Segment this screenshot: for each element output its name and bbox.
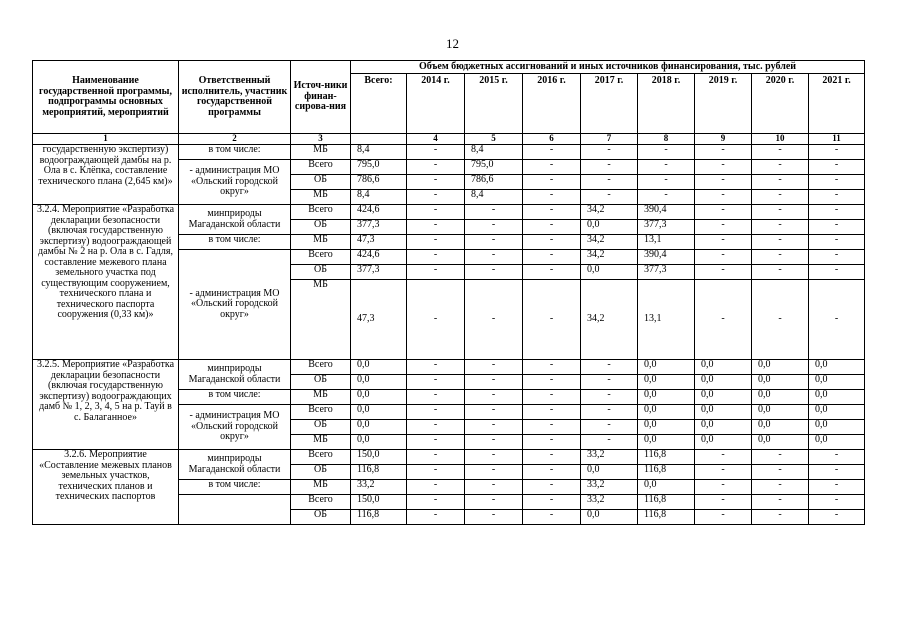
value-total: 795,0 (351, 160, 407, 175)
value-year: - (809, 175, 865, 190)
value-year: 0,0 (752, 435, 809, 450)
value-year: - (695, 450, 752, 465)
value-year: - (523, 205, 581, 220)
funding-source: Всего (291, 405, 351, 420)
value-year: - (465, 375, 523, 390)
value-total: 47,3 (351, 280, 407, 360)
measure-name: 3.2.5. Мероприятие «Разработка декларации безопасности (включая государственную экспертизу) водоограждающих дамб № 1, 2, 3, 4, 5 на р. Тауй в с. Балаганное» (33, 360, 179, 450)
value-year: - (752, 480, 809, 495)
value-year: 0,0 (638, 375, 695, 390)
header-year: 2014 г. (407, 74, 465, 134)
value-year: - (465, 235, 523, 250)
column-number (351, 134, 407, 145)
value-total: 0,0 (351, 375, 407, 390)
funding-source: МБ (291, 480, 351, 495)
value-year: 0,0 (695, 390, 752, 405)
value-year: - (465, 480, 523, 495)
value-year: 116,8 (638, 510, 695, 525)
value-year: - (809, 495, 865, 510)
responsible-executor (179, 495, 291, 525)
table-row (33, 360, 865, 375)
value-year: 34,2 (581, 205, 638, 220)
value-year: - (581, 360, 638, 375)
value-year: - (407, 205, 465, 220)
value-total: 0,0 (351, 435, 407, 450)
value-year: 0,0 (809, 375, 865, 390)
value-year: - (465, 465, 523, 480)
value-year: - (407, 160, 465, 175)
value-year: - (523, 465, 581, 480)
value-year: - (523, 190, 581, 205)
value-year: 0,0 (809, 420, 865, 435)
page-number: 12 (446, 36, 459, 51)
funding-source: ОБ (291, 175, 351, 190)
column-number: 2 (179, 134, 291, 145)
column-number: 3 (291, 134, 351, 145)
value-year: 786,6 (465, 175, 523, 190)
value-year: - (752, 280, 809, 360)
value-total: 116,8 (351, 510, 407, 525)
value-year: - (581, 390, 638, 405)
funding-source: МБ (291, 390, 351, 405)
value-year: - (581, 435, 638, 450)
responsible-executor: минприроды Магаданской области (179, 360, 291, 390)
value-year: - (465, 420, 523, 435)
value-year: 0,0 (581, 265, 638, 280)
value-year: - (523, 175, 581, 190)
value-year: - (581, 405, 638, 420)
value-year: 34,2 (581, 235, 638, 250)
header-funding-group: Объем бюджетных ассигнований и иных источников финансирования, тыс. рублей (351, 61, 865, 74)
value-year: - (695, 190, 752, 205)
column-number: 6 (523, 134, 581, 145)
value-year: - (407, 435, 465, 450)
value-year: 0,0 (581, 220, 638, 235)
value-year: - (407, 250, 465, 265)
value-year: - (581, 190, 638, 205)
value-year: 8,4 (465, 145, 523, 160)
responsible-executor: - администрация МО «Ольский городской округ» (179, 250, 291, 360)
value-year: 0,0 (638, 435, 695, 450)
value-year: 795,0 (465, 160, 523, 175)
value-year: 116,8 (638, 465, 695, 480)
header-year: 2017 г. (581, 74, 638, 134)
value-year: - (407, 495, 465, 510)
value-year: - (695, 160, 752, 175)
value-year: 0,0 (752, 405, 809, 420)
value-year: - (407, 190, 465, 205)
value-year: 0,0 (638, 360, 695, 375)
column-number: 9 (695, 134, 752, 145)
responsible-executor: - администрация МО «Ольский городской округ» (179, 160, 291, 205)
funding-source: Всего (291, 450, 351, 465)
column-number: 11 (809, 134, 865, 145)
table-row (33, 145, 865, 160)
column-number: 1 (33, 134, 179, 145)
value-year: 0,0 (638, 390, 695, 405)
value-year: - (465, 405, 523, 420)
value-year: - (407, 220, 465, 235)
value-year: - (809, 465, 865, 480)
value-year: - (465, 220, 523, 235)
funding-source: МБ (291, 235, 351, 250)
value-year: - (752, 205, 809, 220)
value-year: - (465, 265, 523, 280)
value-year: - (465, 510, 523, 525)
value-year: - (581, 160, 638, 175)
table-row (33, 450, 865, 465)
value-year: - (407, 375, 465, 390)
value-year: - (407, 480, 465, 495)
funding-source: МБ (291, 145, 351, 160)
header-year: 2016 г. (523, 74, 581, 134)
value-year: - (809, 480, 865, 495)
value-year: - (695, 235, 752, 250)
header-name: Наименование государственной программы, подпрограммы основных мероприятий, мероприятий (33, 61, 179, 134)
value-year: - (809, 510, 865, 525)
value-year: - (523, 145, 581, 160)
responsible-executor: в том числе: (179, 235, 291, 250)
value-total: 8,4 (351, 145, 407, 160)
value-year: - (523, 480, 581, 495)
value-year: - (407, 405, 465, 420)
value-year: - (809, 190, 865, 205)
value-year: 34,2 (581, 250, 638, 265)
header-total: Всего: (351, 74, 407, 134)
value-year: 0,0 (695, 375, 752, 390)
responsible-executor: в том числе: (179, 480, 291, 495)
value-year: - (695, 480, 752, 495)
value-total: 424,6 (351, 250, 407, 265)
value-year: - (465, 280, 523, 360)
value-year: - (695, 465, 752, 480)
responsible-executor: минприроды Магаданской области (179, 450, 291, 480)
value-year: - (523, 360, 581, 375)
financing-table (32, 60, 865, 525)
value-year: - (638, 160, 695, 175)
value-year: - (407, 145, 465, 160)
value-year: - (752, 160, 809, 175)
value-year: 8,4 (465, 190, 523, 205)
value-year: - (523, 495, 581, 510)
value-year: - (581, 175, 638, 190)
value-year: - (809, 205, 865, 220)
value-year: - (695, 205, 752, 220)
value-year: - (752, 265, 809, 280)
measure-name: 3.2.4. Мероприятие «Разработка декларации безопасности (включая государственную экспертизу) водоограждающей дамбы № 2 на р. Ола в с. Гадля, составление межевого плана земельного участка под существующим сооружением, технического плана и технического паспорта сооружения (0,33 км)» (33, 205, 179, 360)
value-year: 0,0 (752, 360, 809, 375)
value-year: - (752, 220, 809, 235)
value-total: 786,6 (351, 175, 407, 190)
responsible-executor: - администрация МО «Ольский городской округ» (179, 405, 291, 450)
table-body (33, 145, 865, 525)
value-year: 390,4 (638, 205, 695, 220)
value-year: - (407, 420, 465, 435)
value-year: - (752, 190, 809, 205)
value-year: 13,1 (638, 280, 695, 360)
column-number: 5 (465, 134, 523, 145)
value-year: - (752, 235, 809, 250)
value-year: - (809, 265, 865, 280)
value-year: - (695, 280, 752, 360)
funding-source: Всего (291, 495, 351, 510)
value-year: 33,2 (581, 480, 638, 495)
responsible-executor: минприроды Магаданской области (179, 205, 291, 235)
value-year: 0,0 (581, 510, 638, 525)
value-year: - (752, 250, 809, 265)
header-year: 2019 г. (695, 74, 752, 134)
funding-source: МБ (291, 280, 351, 360)
value-year: 34,2 (581, 280, 638, 360)
value-year: - (465, 435, 523, 450)
value-year: - (523, 390, 581, 405)
value-year: 0,0 (638, 405, 695, 420)
funding-source: Всего (291, 205, 351, 220)
value-year: - (523, 435, 581, 450)
value-total: 116,8 (351, 465, 407, 480)
funding-source: Всего (291, 250, 351, 265)
value-year: 0,0 (809, 435, 865, 450)
value-year: 33,2 (581, 450, 638, 465)
funding-source: МБ (291, 190, 351, 205)
value-year: 116,8 (638, 495, 695, 510)
value-year: - (523, 280, 581, 360)
value-year: - (465, 450, 523, 465)
value-year: - (523, 375, 581, 390)
value-year: - (752, 145, 809, 160)
value-total: 424,6 (351, 205, 407, 220)
value-year: - (465, 390, 523, 405)
column-number: 7 (581, 134, 638, 145)
value-year: 377,3 (638, 265, 695, 280)
value-year: 0,0 (809, 405, 865, 420)
measure-name: государственную экспертизу) водоограждающей дамбы на р. Ола в с. Клёпка, составление технического плана (2,645 км)» (33, 145, 179, 205)
value-year: - (638, 190, 695, 205)
value-year: - (638, 175, 695, 190)
funding-source: ОБ (291, 375, 351, 390)
value-year: - (809, 145, 865, 160)
value-year: - (465, 360, 523, 375)
funding-source: ОБ (291, 510, 351, 525)
value-year: - (809, 450, 865, 465)
value-year: 0,0 (638, 420, 695, 435)
value-year: - (809, 160, 865, 175)
funding-source: ОБ (291, 220, 351, 235)
column-number: 4 (407, 134, 465, 145)
value-year: - (523, 405, 581, 420)
funding-source: Всего (291, 360, 351, 375)
value-year: - (407, 265, 465, 280)
header-year: 2015 г. (465, 74, 523, 134)
value-year: 390,4 (638, 250, 695, 265)
value-total: 33,2 (351, 480, 407, 495)
value-year: - (695, 175, 752, 190)
value-year: - (523, 420, 581, 435)
value-year: 0,0 (695, 360, 752, 375)
value-year: - (695, 220, 752, 235)
responsible-executor: в том числе: (179, 145, 291, 160)
header-year: 2020 г. (752, 74, 809, 134)
value-year: - (523, 510, 581, 525)
value-year: - (752, 450, 809, 465)
value-year: - (809, 235, 865, 250)
value-total: 150,0 (351, 450, 407, 465)
value-year: - (407, 280, 465, 360)
funding-source: МБ (291, 435, 351, 450)
value-year: - (752, 175, 809, 190)
value-year: - (523, 160, 581, 175)
value-year: - (465, 250, 523, 265)
header-source: Источ-ники финан-сирова-ния (291, 61, 351, 134)
value-year: - (523, 450, 581, 465)
value-year: - (407, 390, 465, 405)
value-total: 150,0 (351, 495, 407, 510)
value-year: 116,8 (638, 450, 695, 465)
value-year: 0,0 (752, 390, 809, 405)
value-year: - (695, 495, 752, 510)
value-year: 0,0 (752, 375, 809, 390)
value-year: - (407, 450, 465, 465)
value-year: - (523, 265, 581, 280)
table-row (33, 205, 865, 220)
value-year: 13,1 (638, 235, 695, 250)
value-year: - (407, 360, 465, 375)
value-year: - (695, 145, 752, 160)
measure-name: 3.2.6. Мероприятие «Составление межевых планов земельных участков, технических планов и технических паспортов (33, 450, 179, 525)
funding-source: Всего (291, 160, 351, 175)
value-total: 47,3 (351, 235, 407, 250)
value-year: 0,0 (695, 420, 752, 435)
responsible-executor: в том числе: (179, 390, 291, 405)
value-year: - (752, 495, 809, 510)
value-total: 377,3 (351, 265, 407, 280)
value-year: - (523, 220, 581, 235)
funding-source: ОБ (291, 265, 351, 280)
header-responsible: Ответственный исполнитель, участник государственной программы (179, 61, 291, 134)
column-number: 10 (752, 134, 809, 145)
value-year: 377,3 (638, 220, 695, 235)
value-year: - (695, 250, 752, 265)
value-year: - (407, 510, 465, 525)
value-year: - (809, 220, 865, 235)
value-year: - (809, 280, 865, 360)
value-year: - (465, 495, 523, 510)
value-year: - (752, 465, 809, 480)
value-year: - (695, 265, 752, 280)
value-year: 0,0 (809, 390, 865, 405)
value-total: 0,0 (351, 390, 407, 405)
value-year: 0,0 (695, 435, 752, 450)
funding-source: ОБ (291, 465, 351, 480)
value-year: 0,0 (752, 420, 809, 435)
value-year: - (638, 145, 695, 160)
value-year: 0,0 (638, 480, 695, 495)
value-year: - (523, 250, 581, 265)
value-year: - (695, 510, 752, 525)
value-year: 0,0 (809, 360, 865, 375)
value-year: - (523, 235, 581, 250)
value-year: 33,2 (581, 495, 638, 510)
column-numbers-row (33, 134, 865, 145)
value-total: 8,4 (351, 190, 407, 205)
value-year: 0,0 (581, 465, 638, 480)
value-year: - (465, 205, 523, 220)
value-year: - (581, 145, 638, 160)
value-total: 0,0 (351, 420, 407, 435)
header-year: 2021 г. (809, 74, 865, 134)
value-year: - (407, 175, 465, 190)
value-year: - (809, 250, 865, 265)
value-year: - (581, 420, 638, 435)
value-year: - (407, 235, 465, 250)
column-number: 8 (638, 134, 695, 145)
funding-source: ОБ (291, 420, 351, 435)
value-year: - (581, 375, 638, 390)
value-total: 0,0 (351, 360, 407, 375)
value-year: - (752, 510, 809, 525)
header-year: 2018 г. (638, 74, 695, 134)
value-total: 377,3 (351, 220, 407, 235)
value-year: - (407, 465, 465, 480)
value-year: 0,0 (695, 405, 752, 420)
value-total: 0,0 (351, 405, 407, 420)
